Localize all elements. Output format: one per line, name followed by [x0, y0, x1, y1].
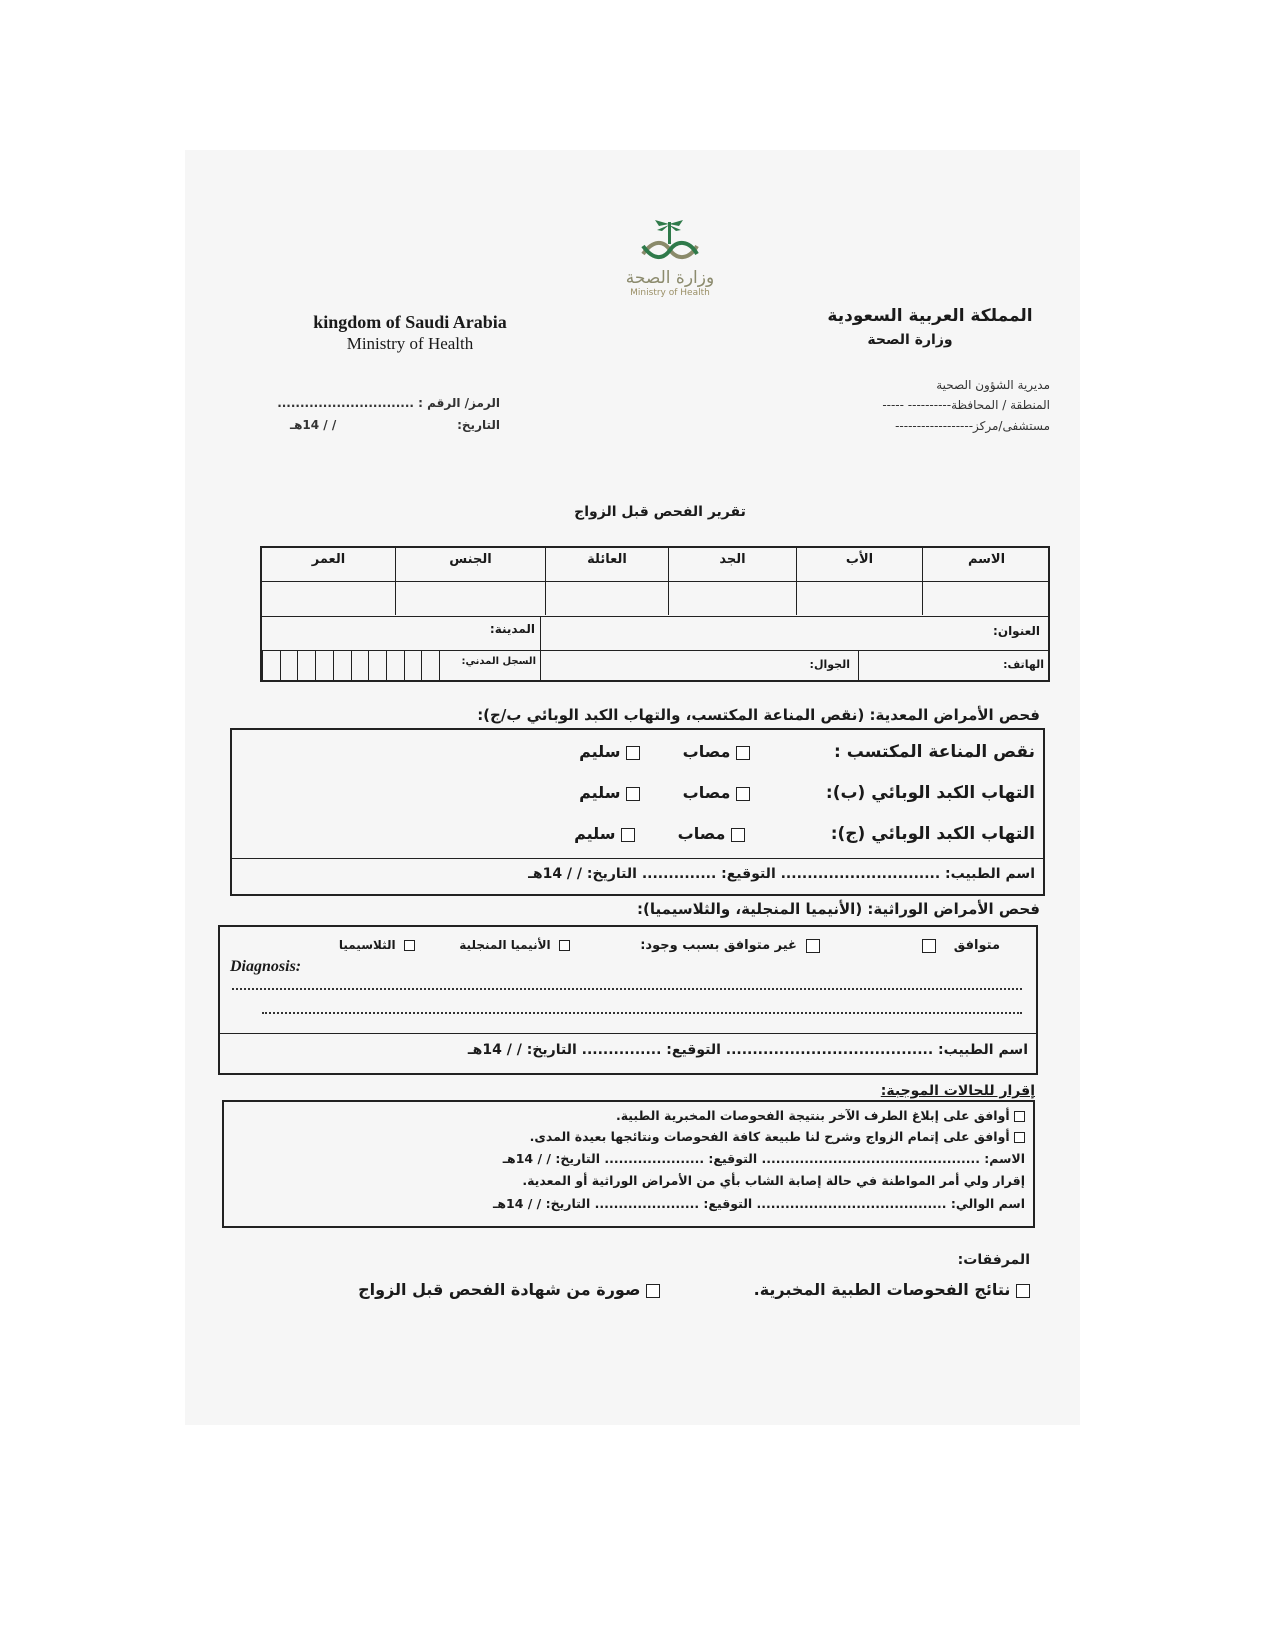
col-age-label: العمر — [311, 552, 346, 567]
address-label: العنوان: — [993, 624, 1040, 638]
attachments-heading: المرفقات: — [957, 1252, 1030, 1268]
attachment-certificate[interactable] — [330, 1280, 660, 1299]
table-vline — [858, 651, 859, 681]
col-name — [922, 548, 1050, 615]
col-gender — [395, 548, 545, 615]
report-title: تقرير الفحص قبل الزواج — [574, 504, 746, 520]
option-label: مصاب — [677, 824, 726, 843]
civil-record-label: السجل المدني: — [461, 656, 536, 667]
infectious-doctor-line: اسم الطبيب: .............................. التوقيع: .............. التاريخ: / / 14هـ — [528, 866, 1035, 882]
region-field: المنطقة / المحافظة---------- ----- — [882, 398, 1050, 412]
date-label: التاريخ: — [457, 418, 500, 432]
guardian-note: إقرار ولي أمر المواطنة في حالة إصابة الشاب بأي من الأمراض الوراثية أو المعدية. — [522, 1173, 1025, 1188]
consent-notify-text: أوافق على إبلاغ الطرف الآخر بنتيجة الفحوصات المخبرية الطبية. — [615, 1108, 1010, 1123]
option-label: الثلاسيميا — [338, 938, 396, 952]
option-label: غير متوافق بسبب وجود: — [640, 938, 797, 953]
civil-record-boxes[interactable] — [262, 651, 440, 681]
phone-label: الهاتف: — [1003, 658, 1044, 671]
col-father — [796, 548, 922, 615]
directorate-label: مديرية الشؤون الصحية — [936, 378, 1050, 392]
infectious-heading: فحص الأمراض المعدية: (نقص المناعة المكتسب، والتهاب الكبد الوبائي ب/ج): — [477, 706, 1040, 724]
hiv-infected-checkbox[interactable] — [736, 746, 750, 760]
palm-logo-icon — [635, 218, 705, 262]
hepatitis-c-label: التهاب الكبد الوبائي (ج): — [830, 824, 1035, 844]
lab-results-checkbox[interactable] — [1016, 1284, 1030, 1298]
col-grandfather-label: الجد — [719, 552, 746, 567]
arabic-ministry-title: وزارة الصحة — [867, 332, 953, 348]
hepb-infected-option[interactable] — [650, 783, 750, 802]
hiv-healthy-checkbox[interactable] — [626, 746, 640, 760]
city-label: المدينة: — [489, 622, 535, 636]
date-value: / / 14هـ — [290, 418, 337, 432]
option-label: سليم — [574, 824, 616, 843]
logo-english-text: Ministry of Health — [630, 288, 710, 298]
english-ministry-title: Ministry of Health — [346, 334, 474, 353]
consent-notify-checkbox[interactable] — [1014, 1111, 1025, 1122]
lab-results-text: نتائج الفحوصات الطبية المخبرية. — [753, 1280, 1011, 1299]
table-vline — [540, 617, 541, 681]
hepb-healthy-checkbox[interactable] — [626, 787, 640, 801]
hepc-healthy-checkbox[interactable] — [621, 828, 635, 842]
hiv-healthy-option[interactable] — [550, 742, 640, 761]
table-divider — [260, 616, 1050, 617]
option-label: مصاب — [682, 783, 731, 802]
english-country-title: kingdom of Saudi Arabia — [313, 312, 507, 332]
hiv-infected-option[interactable] — [650, 742, 750, 761]
option-label: الأنيميا المنجلية — [459, 938, 551, 952]
thalassemia-option[interactable] — [300, 938, 415, 952]
diagnosis-line[interactable] — [262, 1012, 1022, 1014]
hepb-infected-checkbox[interactable] — [736, 787, 750, 801]
sickle-checkbox[interactable] — [559, 940, 570, 951]
incompatible-checkbox[interactable] — [806, 939, 820, 953]
diagnosis-label: Diagnosis: — [230, 958, 302, 975]
declaration-name-line: الاسم: .............................................. التوقيع: ..................... التاريخ: / / 14هـ — [502, 1151, 1025, 1166]
hepb-healthy-option[interactable] — [550, 783, 640, 802]
hiv-label: نقص المناعة المكتسب : — [834, 742, 1035, 762]
attachment-lab-results[interactable] — [700, 1280, 1030, 1299]
certificate-text: صورة من شهادة الفحص قبل الزواج — [358, 1280, 641, 1299]
col-family-label: العائلة — [587, 552, 627, 567]
hereditary-heading: فحص الأمراض الوراثية: (الأنيميا المنجلية، والثلاسيميا): — [637, 900, 1040, 918]
sickle-option[interactable] — [420, 938, 570, 952]
section-divider — [218, 1033, 1038, 1034]
guardian-line: اسم الوالي: ........................................ التوقيع: ...................... التاريخ: / / 14هـ — [493, 1196, 1025, 1211]
col-gender-label: الجنس — [449, 552, 492, 567]
hospital-field: مستشفى/مركز------------------ — [895, 419, 1050, 433]
consent-notify-item[interactable] — [400, 1108, 1025, 1123]
hepatitis-b-label: التهاب الكبد الوبائي (ب): — [825, 783, 1035, 803]
col-family — [545, 548, 668, 615]
diagnosis-line[interactable] — [232, 988, 1022, 990]
option-label: متوافق — [953, 938, 1000, 953]
consent-marriage-checkbox[interactable] — [1014, 1132, 1025, 1143]
col-name-label: الاسم — [967, 552, 1006, 567]
code-number-field: الرمز/ الرقم : .............................. — [277, 396, 500, 410]
ministry-logo — [620, 218, 720, 298]
option-label: سليم — [579, 742, 621, 761]
declaration-heading: إقرار للحالات الموجبة: — [880, 1083, 1035, 1099]
consent-marriage-item[interactable] — [400, 1129, 1025, 1144]
arabic-country-title: المملكة العربية السعودية — [827, 306, 1033, 326]
thalassemia-checkbox[interactable] — [404, 940, 415, 951]
section-divider — [230, 858, 1045, 859]
option-label: مصاب — [682, 742, 731, 761]
hepc-infected-option[interactable] — [645, 824, 745, 843]
consent-marriage-text: أوافق على إتمام الزواج وشرح لنا طبيعة كافة الفحوصات ونتائجها بعيدة المدى. — [529, 1129, 1010, 1144]
certificate-checkbox[interactable] — [646, 1284, 660, 1298]
compatible-checkbox[interactable] — [922, 939, 936, 953]
mobile-label: الجوال: — [809, 658, 850, 671]
col-grandfather — [668, 548, 796, 615]
hepc-infected-checkbox[interactable] — [731, 828, 745, 842]
col-age — [262, 548, 395, 615]
compatible-option[interactable] — [890, 938, 1000, 953]
logo-arabic-text: وزارة الصحة — [625, 268, 715, 288]
option-label: سليم — [579, 783, 621, 802]
col-father-label: الأب — [845, 552, 874, 567]
hepc-healthy-option[interactable] — [545, 824, 635, 843]
incompatible-option[interactable] — [600, 938, 820, 953]
hereditary-doctor-line: اسم الطبيب: ....................................... التوقيع: ............... التاريخ: / / 14هـ — [467, 1042, 1028, 1058]
